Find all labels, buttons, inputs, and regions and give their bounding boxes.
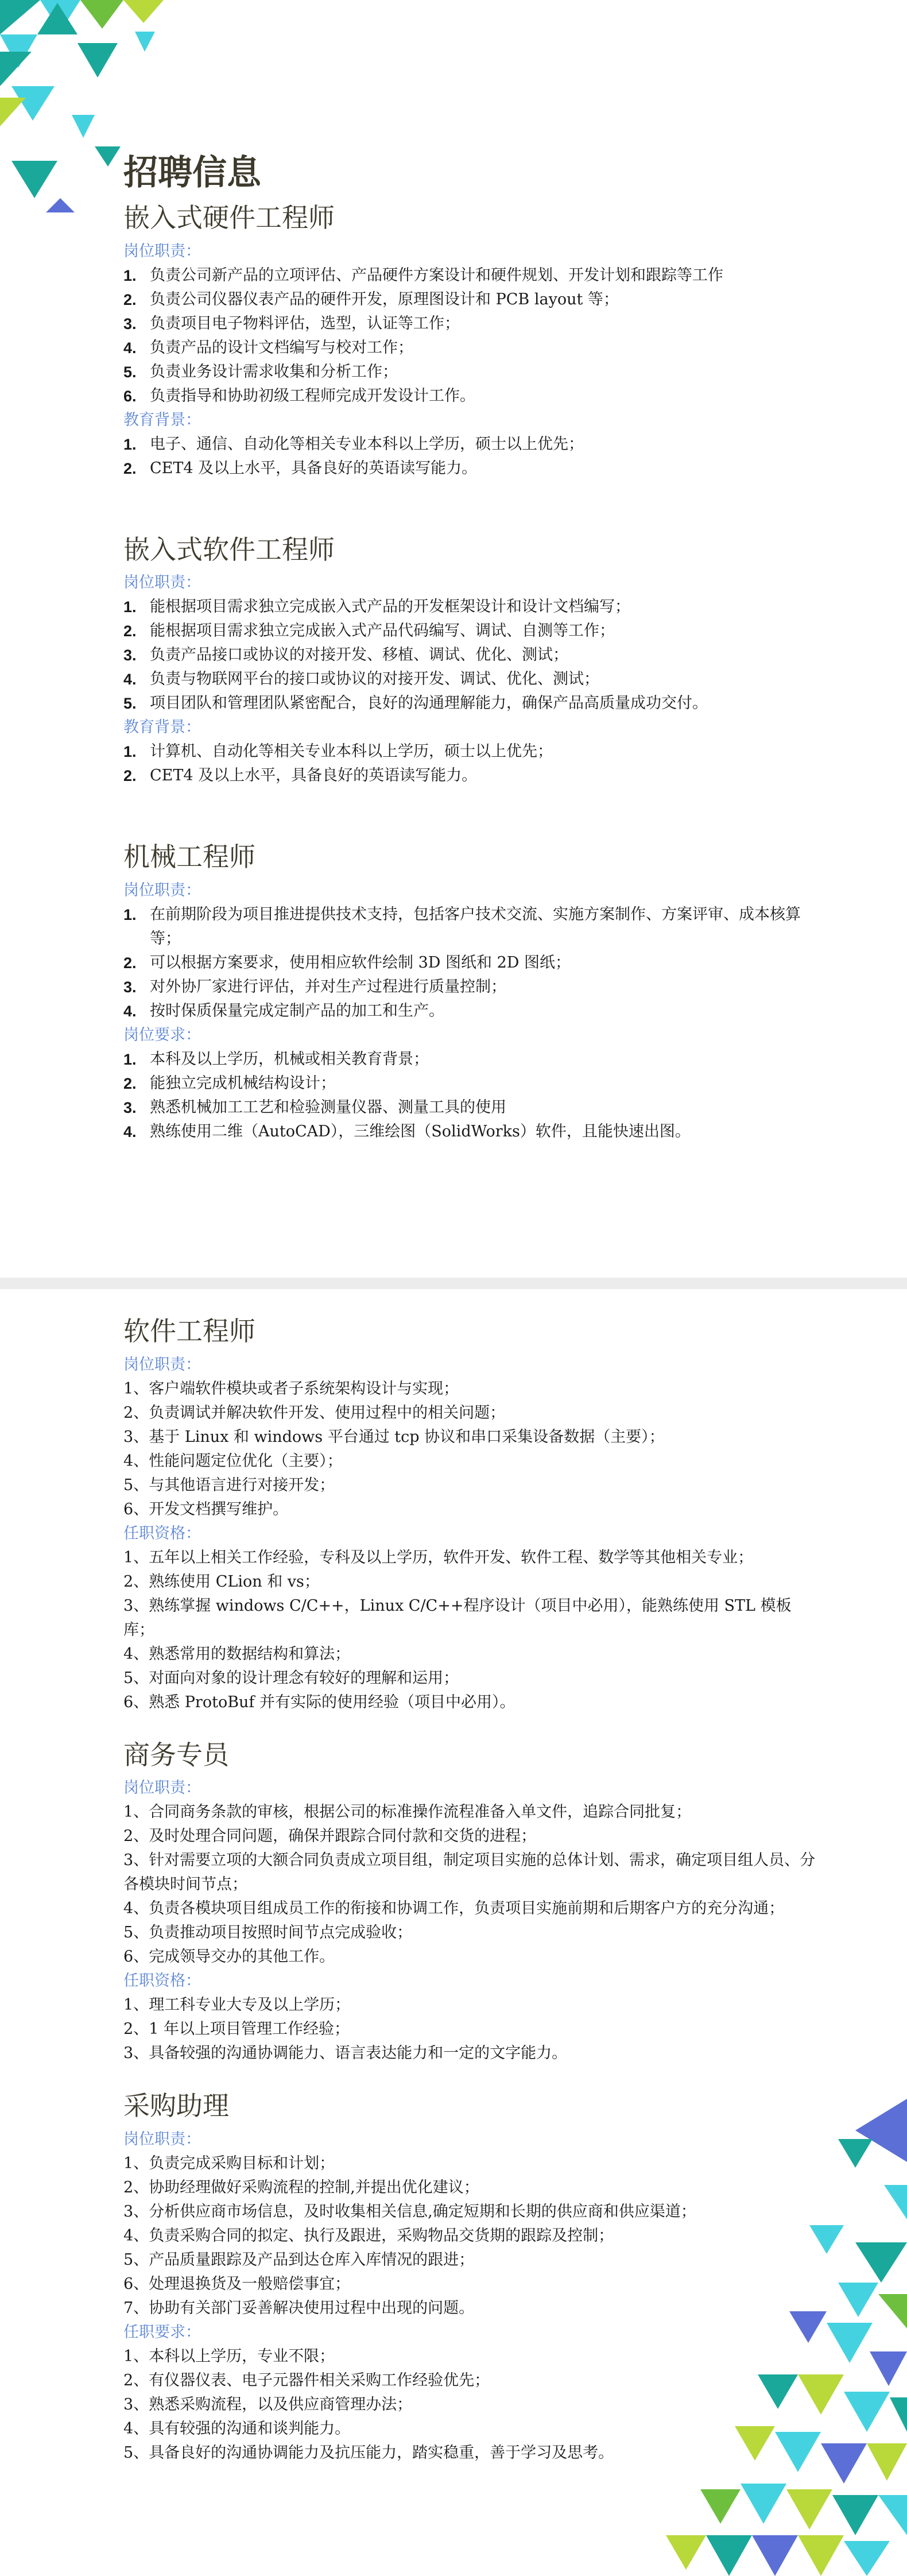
item-number: 4、 — [123, 2419, 149, 2438]
item-text: 计算机、自动化等相关专业本科以上学历，硕士以上优先； — [150, 742, 553, 760]
item-text: 负责产品的设计文档编写与校对工作； — [150, 338, 413, 357]
job-title: 商务专员 — [123, 1739, 229, 1770]
item-text: 合同商务条款的审核，根据公司的标准操作流程准备入单文件，追踪合同批复； — [149, 1803, 692, 1821]
item-text: 项目团队和管理团队紧密配合，良好的沟通理解能力，确保产品高质量成功交付。 — [150, 694, 708, 712]
page-2-content — [123, 1315, 818, 2465]
item-number: 5、 — [123, 2443, 149, 2462]
item-number: 5、 — [123, 2250, 149, 2269]
item-number: 3. — [123, 647, 137, 664]
job-embedded-hardware-engineer — [123, 202, 818, 481]
list-item — [123, 1120, 818, 1144]
list-item — [123, 667, 818, 691]
list-item — [123, 643, 818, 667]
section-label-responsibilities: 岗位职责： — [123, 881, 201, 899]
section-label-responsibilities: 岗位职责： — [123, 574, 201, 591]
item-text: 协助有关部门妥善解决使用过程中出现的问题。 — [149, 2299, 475, 2317]
item-number: 4、 — [123, 1452, 149, 1470]
item-text: 负责公司新产品的立项评估、产品硬件方案设计和硬件规划、开发计划和跟踪等工作 — [150, 266, 723, 284]
item-number: 1、 — [123, 1379, 149, 1398]
item-number: 2. — [123, 459, 137, 477]
item-text: 理工科专业大专及以上学历； — [149, 1996, 351, 2014]
page-1-content — [123, 152, 818, 1144]
section-label-responsibilities: 岗位职责： — [123, 1779, 201, 1797]
item-text: 负责完成采购目标和计划； — [149, 2154, 335, 2172]
job-title: 嵌入式硬件工程师 — [123, 202, 335, 233]
item-text: 在前期阶段为项目推进提供技术支持，包括客户技术交流、实施方案制作、方案评审、成本核算等； — [150, 905, 801, 947]
job-title: 机械工程师 — [123, 841, 255, 872]
item-number: 4、 — [123, 1900, 149, 1917]
responsibilities-list — [123, 264, 818, 408]
item-number: 2. — [123, 767, 137, 784]
list-item — [123, 2393, 818, 2417]
item-text: 按时保质保量完成定制产品的加工和生产。 — [150, 1001, 444, 1020]
list-item — [123, 1425, 818, 1449]
list-item — [123, 1993, 818, 2017]
job-business-specialist — [123, 1739, 818, 2066]
item-number: 3、 — [123, 2202, 149, 2221]
list-item — [123, 691, 818, 715]
section-label-education: 教育背景： — [123, 411, 201, 429]
item-number: 2. — [123, 622, 137, 640]
item-text: 负责产品接口或协议的对接开发、移植、调试、优化、测试； — [150, 646, 568, 664]
responsibilities-list — [123, 1377, 818, 1522]
item-number: 3、 — [123, 1851, 149, 1869]
item-text: 基于 Linux 和 windows 平台通过 tcp 协议和串口采集设备数据（主要）； — [149, 1428, 665, 1446]
item-number: 3、 — [123, 2044, 149, 2062]
list-item — [123, 288, 818, 312]
list-item — [123, 975, 818, 999]
item-number: 2. — [123, 291, 137, 308]
list-item — [123, 951, 818, 975]
item-number: 5、 — [123, 1669, 149, 1687]
item-text: 具有较强的沟通和谈判能力。 — [149, 2419, 351, 2438]
job-title: 采购助理 — [123, 2090, 229, 2121]
list-item — [123, 384, 818, 408]
item-text: 负责调试并解决软件开发、使用过程中的相关问题； — [149, 1403, 506, 1422]
list-item — [123, 740, 818, 764]
item-text: 对外协厂家进行评估，并对生产过程进行质量控制； — [150, 977, 506, 996]
item-number: 1、 — [123, 1803, 149, 1821]
list-item — [123, 2176, 818, 2200]
job-software-engineer — [123, 1315, 818, 1715]
education-list — [123, 432, 818, 481]
item-number: 5、 — [123, 1924, 149, 1941]
item-text: 产品质量跟踪及产品到达仓库入库情况的跟进； — [149, 2250, 475, 2269]
list-item — [123, 2017, 818, 2041]
item-number: 3. — [123, 1099, 137, 1116]
item-text: 1 年以上项目管理工作经验； — [149, 2020, 350, 2038]
item-text: 熟悉常用的数据结构和算法； — [149, 1645, 351, 1663]
section-label-requirements: 岗位要求： — [123, 1026, 201, 1044]
item-text: 本科及以上学历，机械或相关教育背景； — [150, 1050, 429, 1068]
item-number: 4、 — [123, 1645, 149, 1663]
item-text: 负责指导和协助初级工程师完成开发设计工作。 — [150, 386, 475, 405]
item-text: 及时处理合同问题，确保并跟踪合同付款和交货的进程； — [149, 1827, 537, 1845]
page-title: 招聘信息 — [123, 153, 261, 193]
item-text: 能根据项目需求独立完成嵌入式产品的开发框架设计和设计文档编写； — [150, 598, 630, 616]
list-item — [123, 999, 818, 1023]
list-item — [123, 312, 818, 336]
list-item — [123, 2041, 818, 2066]
requirements-list — [123, 2345, 818, 2465]
list-item — [123, 1473, 818, 1498]
job-embedded-software-engineer — [123, 533, 818, 788]
item-number: 2、 — [123, 2178, 149, 2196]
list-item — [123, 1377, 818, 1401]
item-text: 与其他语言进行对接开发； — [149, 1476, 335, 1494]
item-number: 1、 — [123, 2347, 149, 2365]
list-item — [123, 1096, 818, 1120]
list-item — [123, 1921, 818, 1945]
item-number: 7、 — [123, 2299, 149, 2317]
item-text: 具备良好的沟通协调能力及抗压能力，踏实稳重，善于学习及思考。 — [149, 2443, 614, 2462]
list-item — [123, 360, 818, 384]
item-text: 负责与物联网平台的接口或协议的对接开发、调试、优化、测试； — [150, 670, 599, 688]
job-mechanical-engineer — [123, 841, 818, 1144]
page-separator — [0, 1278, 907, 1289]
item-text: 处理退换货及一般赔偿事宜； — [149, 2275, 351, 2293]
item-text: 熟悉机械加工工艺和检验测量仪器、测量工具的使用 — [150, 1098, 506, 1116]
responsibilities-list — [123, 2152, 818, 2320]
item-text: 对面向对象的设计理念有较好的理解和运用； — [149, 1669, 459, 1687]
list-item — [123, 1047, 818, 1072]
qualifications-list — [123, 1993, 818, 2066]
item-text: 分析供应商市场信息，及时收集相关信息,确定短期和长期的供应商和供应渠道； — [149, 2202, 696, 2221]
item-number: 1. — [123, 435, 137, 453]
list-item — [123, 1642, 818, 1666]
item-number: 1. — [123, 743, 137, 760]
item-number: 3、 — [123, 1428, 149, 1446]
list-item — [123, 2345, 818, 2369]
item-number: 6、 — [123, 1948, 149, 1966]
list-item — [123, 1498, 818, 1522]
item-number: 2. — [123, 1074, 137, 1092]
item-number: 4. — [123, 1123, 137, 1140]
list-item — [123, 2200, 818, 2224]
item-number: 5、 — [123, 1476, 149, 1494]
item-number: 3、 — [123, 2395, 149, 2413]
item-number: 6、 — [123, 2275, 149, 2293]
item-number: 1. — [123, 1050, 137, 1068]
section-label-responsibilities: 岗位职责： — [123, 2130, 201, 2148]
item-number: 2、 — [123, 2371, 149, 2389]
list-item — [123, 1546, 818, 1570]
document-page-1 — [0, 0, 907, 1278]
list-item — [123, 1072, 818, 1096]
item-text: 负责项目电子物料评估，选型，认证等工作； — [150, 314, 460, 332]
list-item — [123, 1824, 818, 1848]
item-text: 负责采购合同的拟定、执行及跟进，采购物品交货期的跟踪及控制； — [149, 2226, 614, 2245]
item-number: 1. — [123, 906, 137, 923]
job-purchasing-assistant — [123, 2090, 818, 2465]
list-item — [123, 2248, 818, 2272]
item-number: 4. — [123, 671, 137, 688]
item-number: 2、 — [123, 1403, 149, 1422]
item-text: 针对需要立项的大额合同负责成立项目组，制定项目实施的总体计划、需求，确定项目组人员、分各模块时间节点； — [123, 1851, 816, 1893]
item-number: 6、 — [123, 1693, 149, 1711]
item-text: 负责公司仪器仪表产品的硬件开发，原理图设计和 PCB layout 等； — [150, 290, 619, 308]
list-item — [123, 432, 818, 457]
item-text: 开发文档撰写维护。 — [149, 1500, 289, 1518]
responsibilities-list — [123, 903, 818, 1023]
item-number: 2、 — [123, 1827, 149, 1845]
list-item — [123, 2152, 818, 2176]
item-text: CET4 及以上水平，具备良好的英语读写能力。 — [150, 767, 478, 784]
item-text: 能根据项目需求独立完成嵌入式产品代码编写、调试、自测等工作； — [150, 622, 615, 640]
section-label-qualifications: 任职资格： — [123, 1524, 201, 1542]
item-text: 客户端软件模块或者子系统架构设计与实现； — [149, 1379, 459, 1398]
job-title: 嵌入式软件工程师 — [123, 533, 335, 565]
item-text: 熟悉 ProtoBuf 并有实际的使用经验（项目中必用）。 — [149, 1693, 515, 1711]
item-number: 2、 — [123, 1572, 149, 1591]
item-text: 完成领导交办的其他工作。 — [149, 1948, 335, 1966]
item-text: 熟练使用二维（AutoCAD），三维绘图（SolidWorks）软件，且能快速出图。 — [150, 1122, 691, 1140]
item-text: 负责业务设计需求收集和分析工作； — [150, 362, 398, 381]
list-item — [123, 1570, 818, 1594]
list-item — [123, 1800, 818, 1824]
item-number: 3. — [123, 978, 137, 996]
list-item — [123, 1594, 818, 1642]
section-label-requirements: 任职要求： — [123, 2323, 201, 2341]
item-number: 4. — [123, 339, 137, 357]
item-number: 4、 — [123, 2226, 149, 2245]
item-text: 熟悉采购流程，以及供应商管理办法； — [149, 2395, 413, 2413]
item-text: 熟练使用 CLion 和 vs； — [149, 1572, 320, 1591]
list-item — [123, 2296, 818, 2320]
list-item — [123, 2272, 818, 2296]
item-number: 3. — [123, 315, 137, 332]
list-item — [123, 1691, 818, 1715]
section-label-responsibilities: 岗位职责： — [123, 242, 201, 260]
item-number: 2、 — [123, 2020, 149, 2038]
item-number: 6、 — [123, 1500, 149, 1518]
list-item — [123, 1666, 818, 1691]
item-number: 3、 — [123, 1596, 149, 1615]
list-item — [123, 1401, 818, 1425]
item-text: 能独立完成机械结构设计； — [150, 1074, 336, 1092]
item-text: 性能问题定位优化（主要）； — [149, 1452, 343, 1470]
item-number: 5. — [123, 363, 137, 381]
list-item — [123, 336, 818, 360]
item-text: 电子、通信、自动化等相关专业本科以上学历，硕士以上优先； — [150, 435, 584, 453]
list-item — [123, 457, 818, 481]
list-item — [123, 2224, 818, 2248]
responsibilities-list — [123, 1800, 818, 1969]
item-number: 1、 — [123, 1548, 149, 1567]
requirements-list — [123, 1047, 818, 1144]
item-number: 5. — [123, 695, 137, 712]
item-number: 4. — [123, 1002, 137, 1020]
document-page-2 — [0, 1289, 907, 2576]
item-number: 1. — [123, 266, 137, 284]
item-text: 负责推动项目按照时间节点完成验收； — [149, 1924, 413, 1941]
list-item — [123, 595, 818, 619]
education-list — [123, 740, 818, 788]
item-number: 6. — [123, 387, 137, 405]
item-text: CET4 及以上水平，具备良好的英语读写能力。 — [150, 459, 478, 477]
item-text: 有仪器仪表、电子元器件相关采购工作经验优先； — [149, 2371, 490, 2389]
list-item — [123, 764, 818, 788]
list-item — [123, 1897, 818, 1921]
list-item — [123, 2369, 818, 2393]
item-number: 2. — [123, 954, 137, 972]
item-number: 1、 — [123, 2154, 149, 2172]
item-text: 协助经理做好采购流程的控制,并提出优化建议； — [149, 2178, 479, 2196]
item-number: 1. — [123, 598, 137, 616]
qualifications-list — [123, 1546, 818, 1715]
item-text: 本科以上学历，专业不限； — [149, 2347, 335, 2365]
job-title: 软件工程师 — [123, 1316, 255, 1347]
list-item — [123, 1945, 818, 1969]
section-label-qualifications: 任职资格： — [123, 1972, 201, 1990]
item-text: 五年以上相关工作经验，专科及以上学历，软件开发、软件工程、数学等其他相关专业； — [149, 1548, 754, 1567]
item-text: 可以根据方案要求，使用相应软件绘制 3D 图纸和 2D 图纸； — [150, 953, 571, 972]
list-item — [123, 2417, 818, 2441]
section-label-education: 教育背景： — [123, 718, 201, 736]
item-text: 负责各模块项目组成员工作的衔接和协调工作，负责项目实施前期和后期客户方的充分沟通； — [149, 1900, 785, 1917]
list-item — [123, 1848, 818, 1897]
list-item — [123, 1449, 818, 1473]
item-text: 具备较强的沟通协调能力、语言表达能力和一定的文字能力。 — [149, 2044, 568, 2062]
item-number: 1、 — [123, 1996, 149, 2014]
list-item — [123, 619, 818, 643]
list-item — [123, 264, 818, 288]
list-item — [123, 2441, 818, 2465]
responsibilities-list — [123, 595, 818, 715]
section-label-responsibilities: 岗位职责： — [123, 1355, 201, 1374]
item-text: 熟练掌握 windows C/C++，Linux C/C++程序设计（项目中必用），能熟练使用 STL 模板库； — [123, 1596, 792, 1639]
list-item — [123, 903, 818, 951]
